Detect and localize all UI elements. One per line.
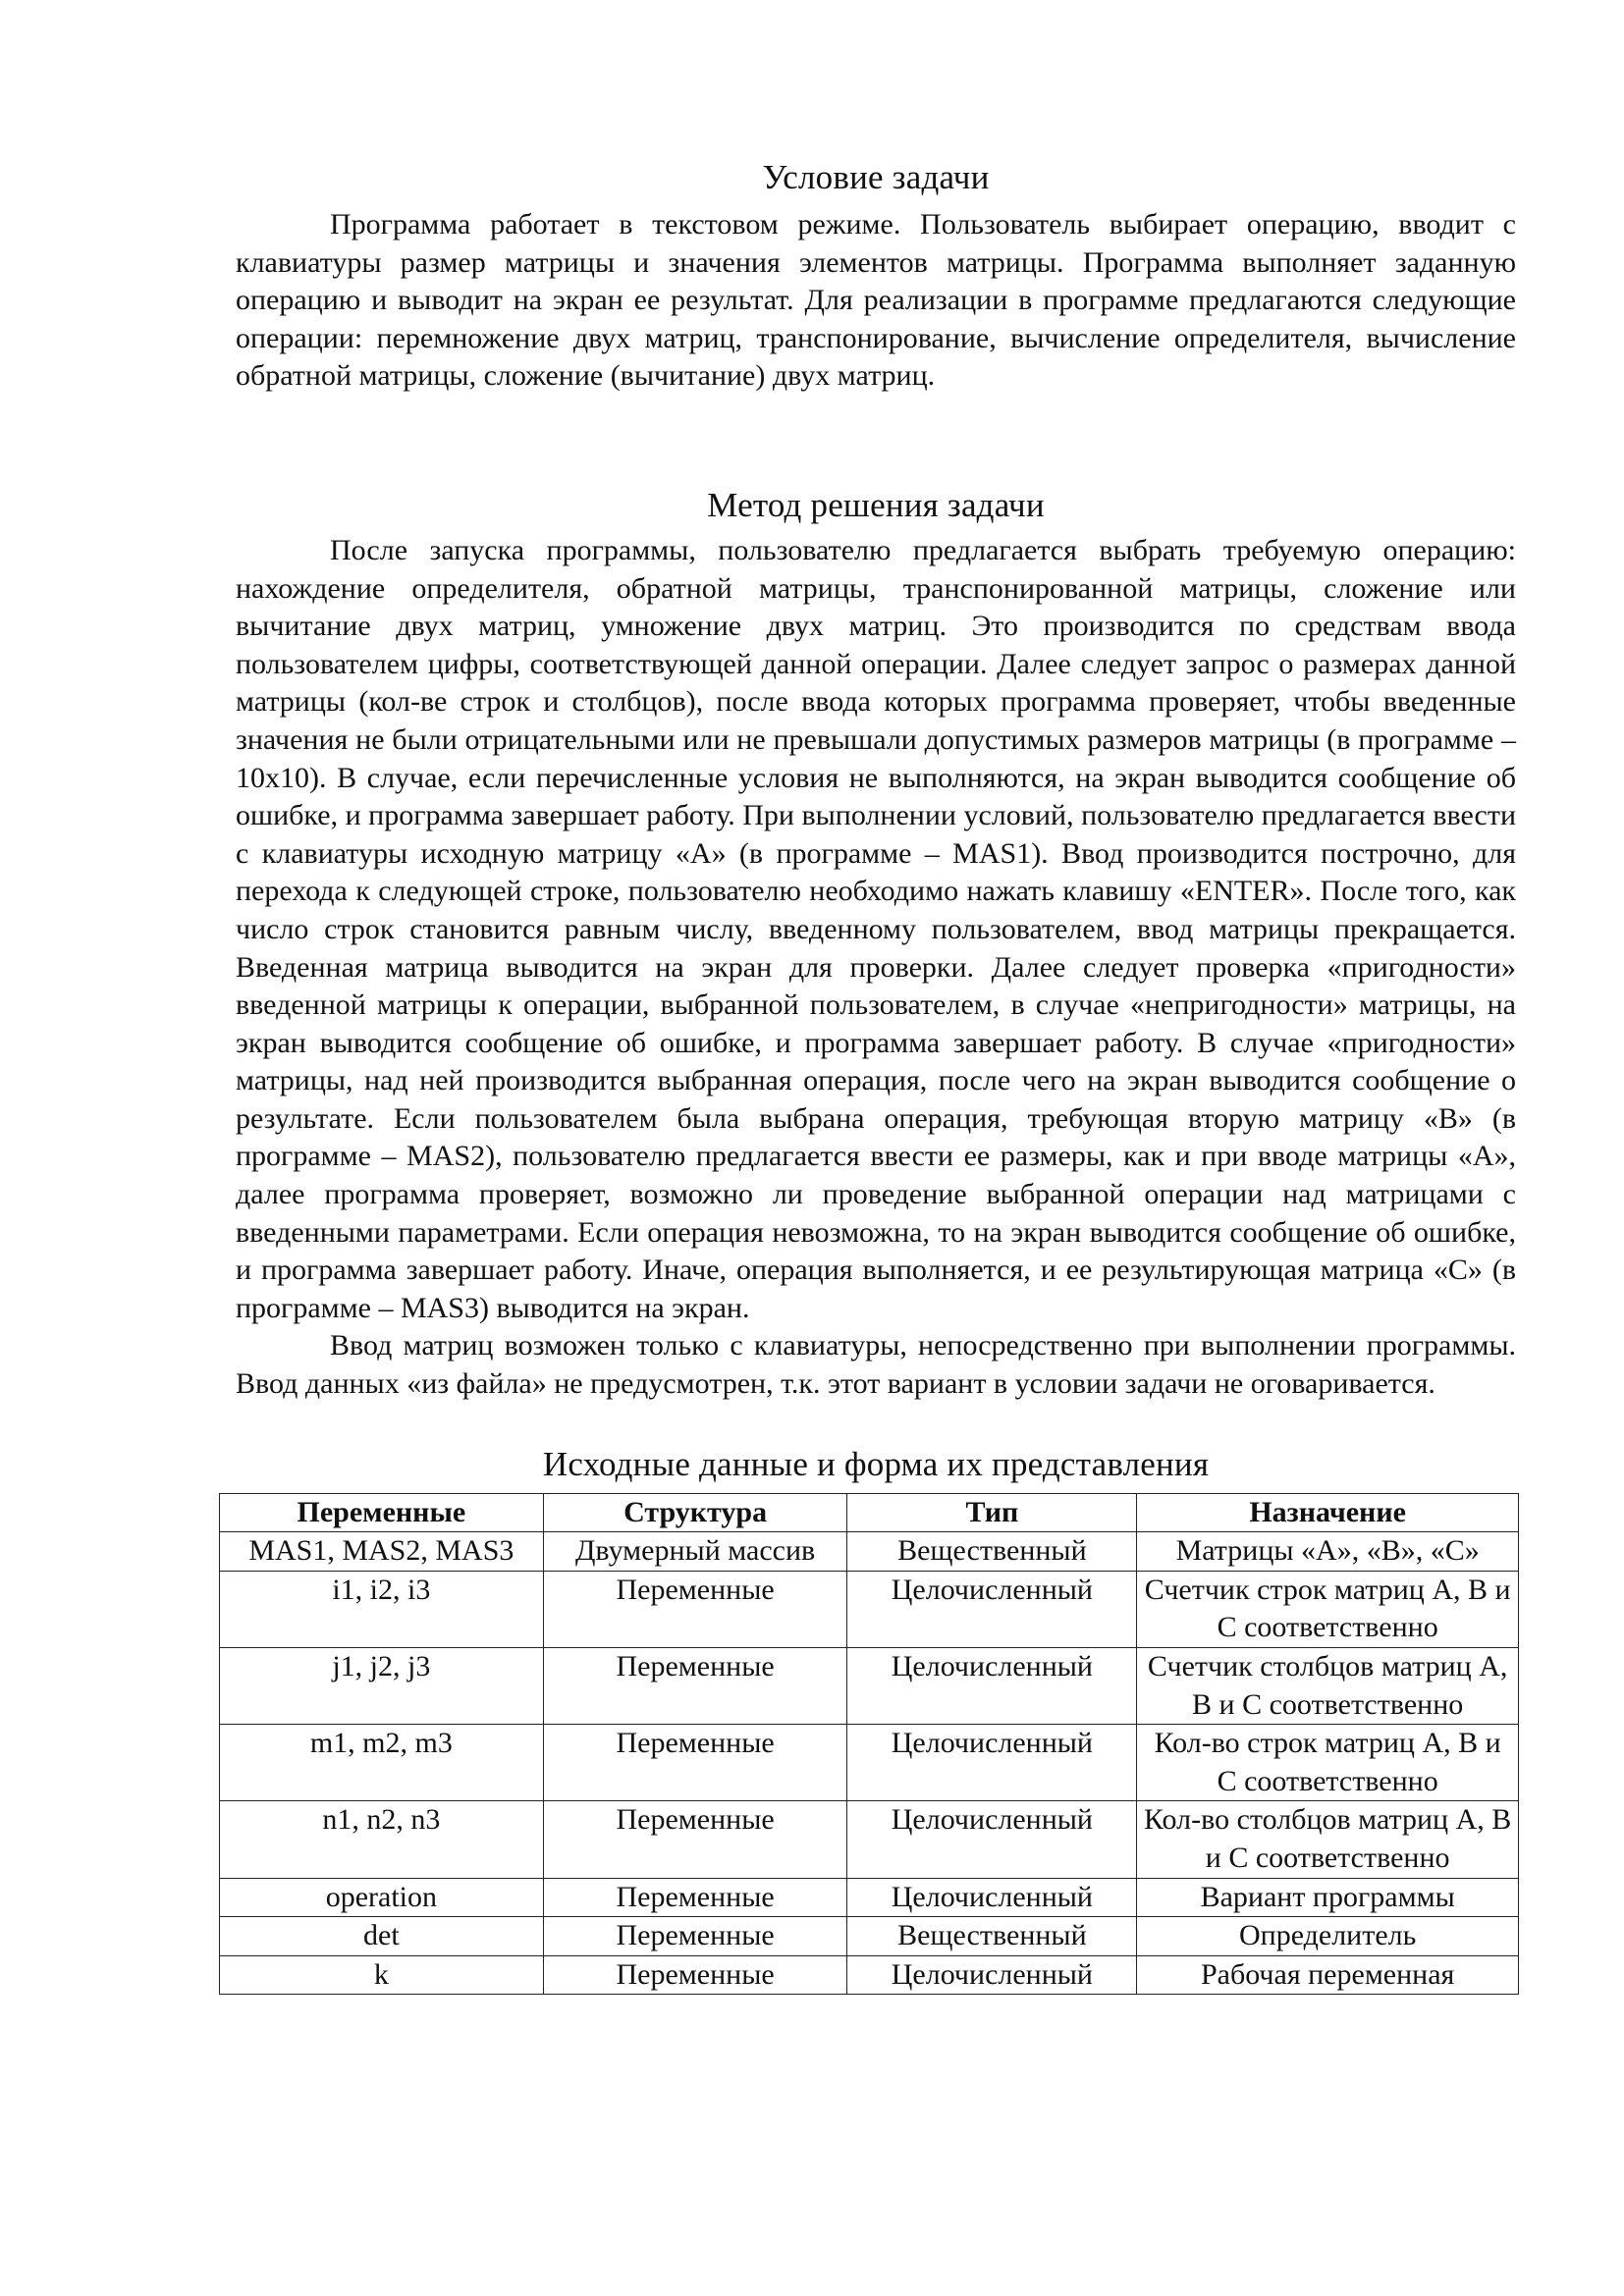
cell-structure: Переменные bbox=[543, 1801, 847, 1878]
cell-type: Целочисленный bbox=[847, 1955, 1137, 1995]
header-variables: Переменные bbox=[220, 1493, 544, 1532]
document-page bbox=[236, 147, 1516, 1995]
section-title-method: Метод решения задачи bbox=[707, 485, 1045, 524]
header-structure: Структура bbox=[543, 1493, 847, 1532]
header-purpose: Назначение bbox=[1137, 1493, 1519, 1532]
section-title-condition: Условие задачи bbox=[762, 158, 990, 196]
table-header-row bbox=[220, 1493, 1519, 1532]
cell-type: Целочисленный bbox=[847, 1571, 1137, 1647]
cell-variables: MAS1, MAS2, MAS3 bbox=[220, 1532, 544, 1572]
method-paragraph-1: После запуска программы, пользователю предлагается выбрать требуемую операцию: нахождение определителя, обратной матрицы, транспонированной матрицы, сложение или вычитание двух матриц, умножение двух матриц. Это производится по средствам ввода пользователем цифры, соответствующей данной операции. Далее следует запрос о размерах данной матрицы (кол-ве строк и столбцов), после ввода которых программа проверяет, чтобы введенные значения не были отрицательными или не превышали допустимых размеров матрицы (в программе – 10х10). В случае, если перечисленные условия не выполняются, на экран выводится сообщение об ошибке, и программа завершает работу. При выполнении условий, пользователю предлагается ввести с клавиатуры исходную матрицу «А» (в программе – MAS1). Ввод производится построчно, для перехода к следующей строке, пользователю необходимо нажать клавишу «ENTER». После того, как число строк становится равным числу, введенному пользователем, ввод матрицы прекращается. Введенная матрица выводится на экран для проверки. Далее следует проверка «пригодности» введенной матрицы к операции, выбранной пользователем, в случае «непригодности» матрицы, на экран выводится сообщение об ошибке, и программа завершает работу. В случае «пригодности» матрицы, над ней производится выбранная операция, после чего на экран выводится сообщение о результате. Если пользователем была выбрана операция, требующая вторую матрицу «В» (в программе – MAS2), пользователю предлагается ввести ее размеры, как и при вводе матрицы «А», далее программа проверяет, возможно ли проведение выбранной операции над матрицами с введенными параметрами. Если операция невозможна, то на экран выводится сообщение об ошибке, и программа завершает работу. Иначе, операция выполняется, и ее результирующая матрица «С» (в программе – MAS3) выводится на экран. bbox=[236, 533, 1516, 1324]
cell-structure: Переменные bbox=[543, 1571, 847, 1647]
cell-variables: det bbox=[220, 1917, 544, 1956]
cell-structure: Переменные bbox=[543, 1917, 847, 1956]
variables-table bbox=[219, 1493, 1519, 1996]
cell-structure: Переменные bbox=[543, 1955, 847, 1995]
table-row bbox=[220, 1648, 1519, 1725]
cell-type: Целочисленный bbox=[847, 1878, 1137, 1917]
table-row bbox=[220, 1571, 1519, 1647]
cell-purpose: Кол-во столбцов матриц А, В и С соответственно bbox=[1137, 1801, 1519, 1878]
table-row bbox=[220, 1725, 1519, 1801]
cell-structure: Переменные bbox=[543, 1725, 847, 1801]
condition-paragraph: Программа работает в текстовом режиме. Пользователь выбирает операцию, вводит с клавиатуры размер матрицы и значения элементов матрицы. Программа выполняет заданную операцию и выводит на экран ее результат. Для реализации в программе предлагаются следующие операции: перемножение двух матриц, транспонирование, вычисление определителя, вычисление обратной матрицы, сложение (вычитание) двух матриц. bbox=[236, 208, 1516, 393]
cell-purpose: Вариант программы bbox=[1137, 1878, 1519, 1917]
table-row bbox=[220, 1532, 1519, 1572]
cell-type: Целочисленный bbox=[847, 1648, 1137, 1725]
table-row bbox=[220, 1878, 1519, 1917]
table-row bbox=[220, 1955, 1519, 1995]
cell-purpose: Определитель bbox=[1137, 1917, 1519, 1956]
cell-structure: Переменные bbox=[543, 1648, 847, 1725]
cell-type: Целочисленный bbox=[847, 1725, 1137, 1801]
cell-purpose: Рабочая переменная bbox=[1137, 1955, 1519, 1995]
cell-variables: n1, n2, n3 bbox=[220, 1801, 544, 1878]
header-type: Тип bbox=[847, 1493, 1137, 1532]
cell-variables: m1, m2, m3 bbox=[220, 1725, 544, 1801]
cell-purpose: Счетчик строк матриц А, В и С соответственно bbox=[1137, 1571, 1519, 1647]
cell-variables: j1, j2, j3 bbox=[220, 1648, 544, 1725]
cell-type: Вещественный bbox=[847, 1532, 1137, 1572]
cell-purpose: Счетчик столбцов матриц А, В и С соответственно bbox=[1137, 1648, 1519, 1725]
table-row bbox=[220, 1917, 1519, 1956]
cell-type: Вещественный bbox=[847, 1917, 1137, 1956]
section-title-data: Исходные данные и форма их представления bbox=[542, 1444, 1210, 1483]
cell-variables: operation bbox=[220, 1878, 544, 1917]
cell-purpose: Кол-во строк матриц А, В и С соответственно bbox=[1137, 1725, 1519, 1801]
cell-structure: Переменные bbox=[543, 1878, 847, 1917]
cell-purpose: Матрицы «А», «В», «С» bbox=[1137, 1532, 1519, 1572]
method-paragraph-2: Ввод матриц возможен только с клавиатуры, непосредственно при выполнении программы. Ввод данных «из файла» не предусмотрен, т.к. этот вариант в условии задачи не оговаривается. bbox=[236, 1329, 1516, 1401]
cell-structure: Двумерный массив bbox=[543, 1532, 847, 1572]
cell-type: Целочисленный bbox=[847, 1801, 1137, 1878]
cell-variables: i1, i2, i3 bbox=[220, 1571, 544, 1647]
table-row bbox=[220, 1801, 1519, 1878]
cell-variables: k bbox=[220, 1955, 544, 1995]
